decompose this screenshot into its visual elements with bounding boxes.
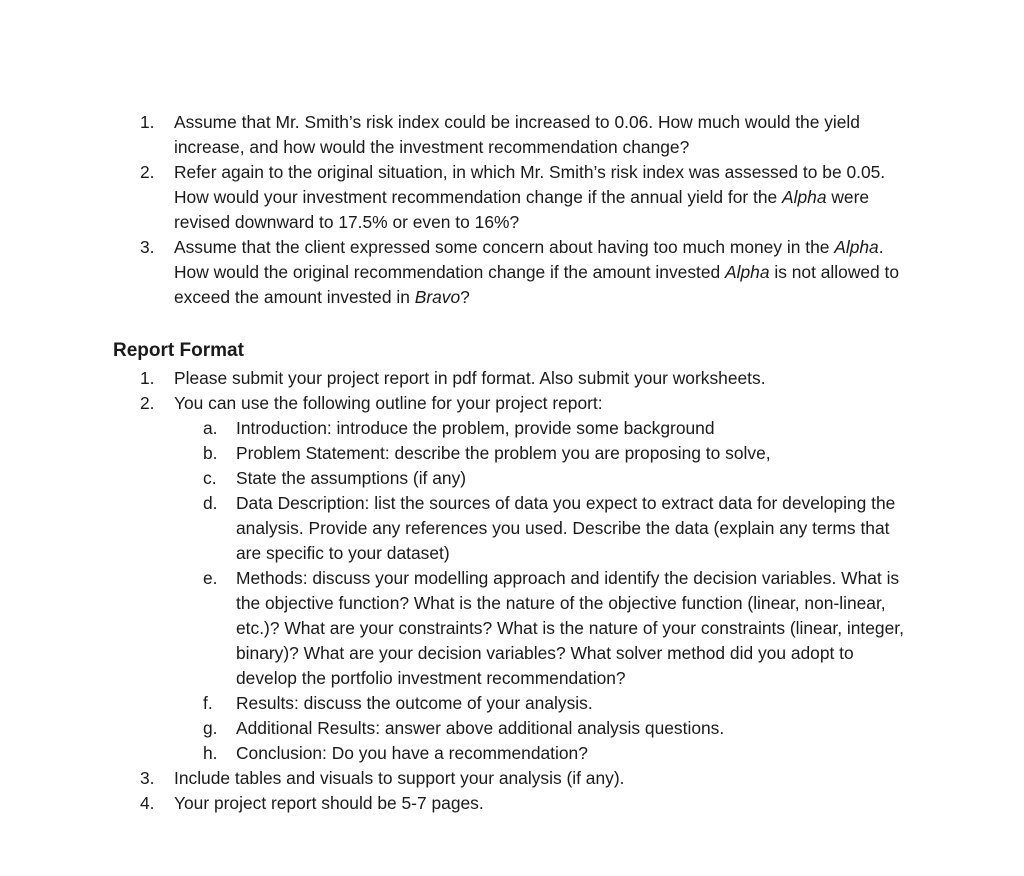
outline-text: Results: discuss the outcome of your analysis. bbox=[236, 693, 593, 713]
item-text-part: Refer again to the original situation, in which Mr. Smith’s risk index was assessed to be 0.05. How would your investment recommendation change if the annual yield for the bbox=[174, 162, 886, 207]
outline-item bbox=[0, 741, 916, 766]
list-item bbox=[0, 235, 914, 310]
outline-letter: h. bbox=[203, 743, 218, 763]
outline-item bbox=[0, 441, 916, 466]
item-text-part: is not allowed to exceed the amount invested in bbox=[174, 262, 900, 307]
outline-item bbox=[0, 491, 916, 566]
report-list bbox=[0, 366, 916, 816]
item-number: 3. bbox=[140, 768, 155, 788]
outline-text: State the assumptions (if any) bbox=[236, 468, 467, 488]
item-emphasis: Bravo bbox=[414, 287, 461, 307]
list-item bbox=[0, 110, 914, 160]
outline-letter: d. bbox=[203, 493, 218, 513]
outline-item bbox=[0, 466, 916, 491]
outline-item bbox=[0, 416, 916, 441]
item-number: 1. bbox=[140, 112, 155, 132]
item-number: 2. bbox=[140, 162, 155, 182]
item-emphasis: Alpha bbox=[834, 237, 879, 257]
outline-item bbox=[0, 716, 916, 741]
outline-item bbox=[0, 566, 916, 691]
questions-list bbox=[0, 110, 914, 310]
outline-letter: e. bbox=[203, 568, 218, 588]
list-item bbox=[0, 766, 914, 791]
outline-text: Conclusion: Do you have a recommendation? bbox=[236, 743, 588, 763]
outline-letter: b. bbox=[203, 443, 218, 463]
item-text-part: were revised downward to 17.5% or even to 16%? bbox=[174, 187, 870, 232]
item-emphasis: Alpha bbox=[782, 187, 827, 207]
item-number: 3. bbox=[140, 237, 155, 257]
outline-text: Additional Results: answer above additional analysis questions. bbox=[236, 718, 725, 738]
outline-text: Data Description: list the sources of data you expect to extract data for developing the analysis. Provide any references you used. Describe the data (explain any terms that are specific to your dataset) bbox=[236, 493, 896, 563]
section-heading: Report Format bbox=[113, 340, 244, 361]
item-text-part: ? bbox=[460, 287, 470, 307]
item-text-part: Assume that the client expressed some concern about having too much money in the bbox=[174, 237, 835, 257]
item-number: 2. bbox=[140, 393, 155, 413]
outline-letter: a. bbox=[203, 418, 218, 438]
item-emphasis: Alpha bbox=[725, 262, 770, 282]
item-text: Please submit your project report in pdf format. Also submit your worksheets. bbox=[174, 368, 766, 388]
item-number: 4. bbox=[140, 793, 155, 813]
item-text: Include tables and visuals to support your analysis (if any). bbox=[174, 768, 625, 788]
outline-text: Methods: discuss your modelling approach and identify the decision variables. What is the objective function? What is the nature of the objective function (linear, non-linear, etc.)? What are your constraints? What is the nature of your constraints (linear, integer, binary)? What are your decision variables? What solver method did you adopt to develop the portfolio investment recommendation? bbox=[236, 568, 904, 688]
list-item bbox=[0, 791, 914, 816]
outline-letter: c. bbox=[203, 468, 217, 488]
list-item bbox=[0, 366, 914, 391]
list-item bbox=[0, 160, 914, 235]
item-text-part: . How would the original recommendation change if the amount invested bbox=[174, 237, 884, 282]
outline-text: Problem Statement: describe the problem you are proposing to solve, bbox=[236, 443, 771, 463]
outline-letter: f. bbox=[203, 693, 213, 713]
outline-text: Introduction: introduce the problem, provide some background bbox=[236, 418, 715, 438]
item-text: Assume that Mr. Smith’s risk index could be increased to 0.06. How much would the yield increase, and how would the investment recommendation change? bbox=[174, 112, 860, 157]
item-text: You can use the following outline for your project report: bbox=[174, 393, 603, 413]
list-item bbox=[0, 391, 914, 416]
item-number: 1. bbox=[140, 368, 155, 388]
item-text: Your project report should be 5-7 pages. bbox=[174, 793, 484, 813]
outline-item bbox=[0, 691, 916, 716]
outline-letter: g. bbox=[203, 718, 218, 738]
